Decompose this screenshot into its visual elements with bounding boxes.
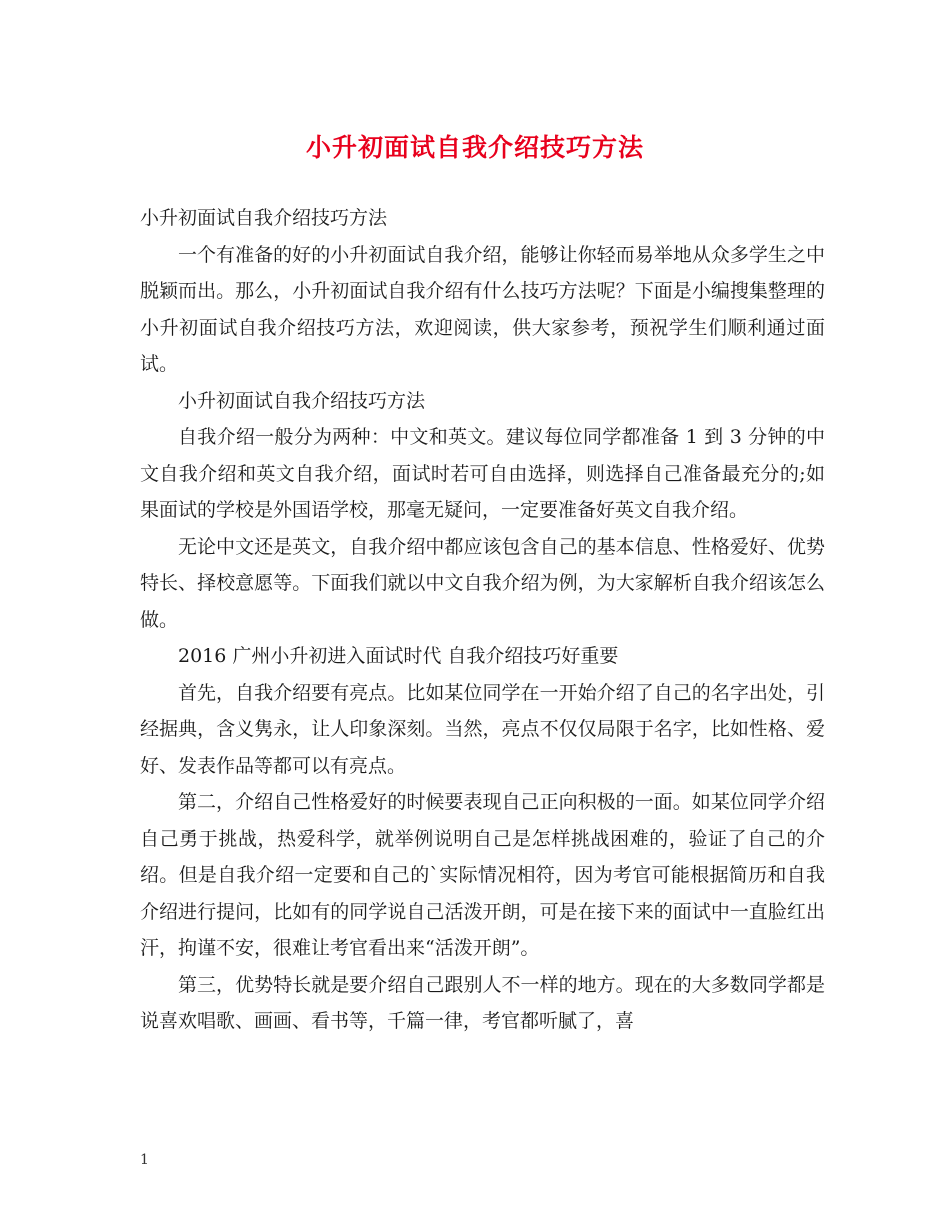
- document-title: 小升初面试自我介绍技巧方法: [305, 133, 644, 162]
- paragraph-third: 第三，优势特长就是要介绍自己跟别人不一样的地方。现在的大多数同学都是说喜欢唱歌、画画、看书等，千篇一律，考官都听腻了，喜: [140, 973, 825, 1032]
- paragraph-second: 第二，介绍自己性格爱好的时候要表现自己正向积极的一面。如某位同学介绍自己勇于挑战，热爱科学，就举例说明自己是怎样挑战困难的，验证了自己的介 绍。但是自我介绍一定要和自己的`实际情况相符，因为考官可能根据简历和自我介绍进行提问，比如有的同学说自己活泼开朗，可是在接下来的面试中一直脸红出 汗，拘谨不安，很难让考官看出来“活泼开朗”。: [140, 791, 825, 959]
- paragraph-guangzhou: 2016 广州小升初进入面试时代 自我介绍技巧好重要: [178, 645, 619, 667]
- page-number: 1: [140, 1152, 149, 1168]
- document-body: [140, 200, 825, 1040]
- paragraph-first: 首先，自我介绍要有亮点。比如某位同学在一开始介绍了自己的名字出处，引经据典，含义隽永，让人印象深刻。当然，亮点不仅仅局限于名字，比如性格、爱好、发表作品等都可以有亮点。: [140, 681, 825, 777]
- paragraph-language: 自我介绍一般分为两种：中文和英文。建议每位同学都准备 1 到 3 分钟的中文自我介绍和英文自我介绍，面试时若可自由选择，则选择自己准备最充分的;如果面试的学校是外国语学校，那毫无疑问，一定要准备好英文自我介绍。: [140, 426, 825, 521]
- paragraph-subheading: 小升初面试自我介绍技巧方法: [178, 389, 426, 412]
- paragraph-intro: 一个有准备的好的小升初面试自我介绍，能够让你轻而易举地从众多学生之中脱颖而出。那么，小升初面试自我介绍有什么技巧方法呢？下面是小编搜集整理的小升初面试自我介绍技巧方法，欢迎阅读，供大家参考，预祝学生们顺利通过面试。: [140, 243, 825, 375]
- paragraph-heading: 小升初面试自我介绍技巧方法: [140, 207, 388, 229]
- paragraph-content: 无论中文还是英文，自我介绍中都应该包含自己的基本信息、性格爱好、优势特长、择校意愿等。下面我们就以中文自我介绍为例，为大家解析自我介绍该怎么做。: [140, 535, 825, 631]
